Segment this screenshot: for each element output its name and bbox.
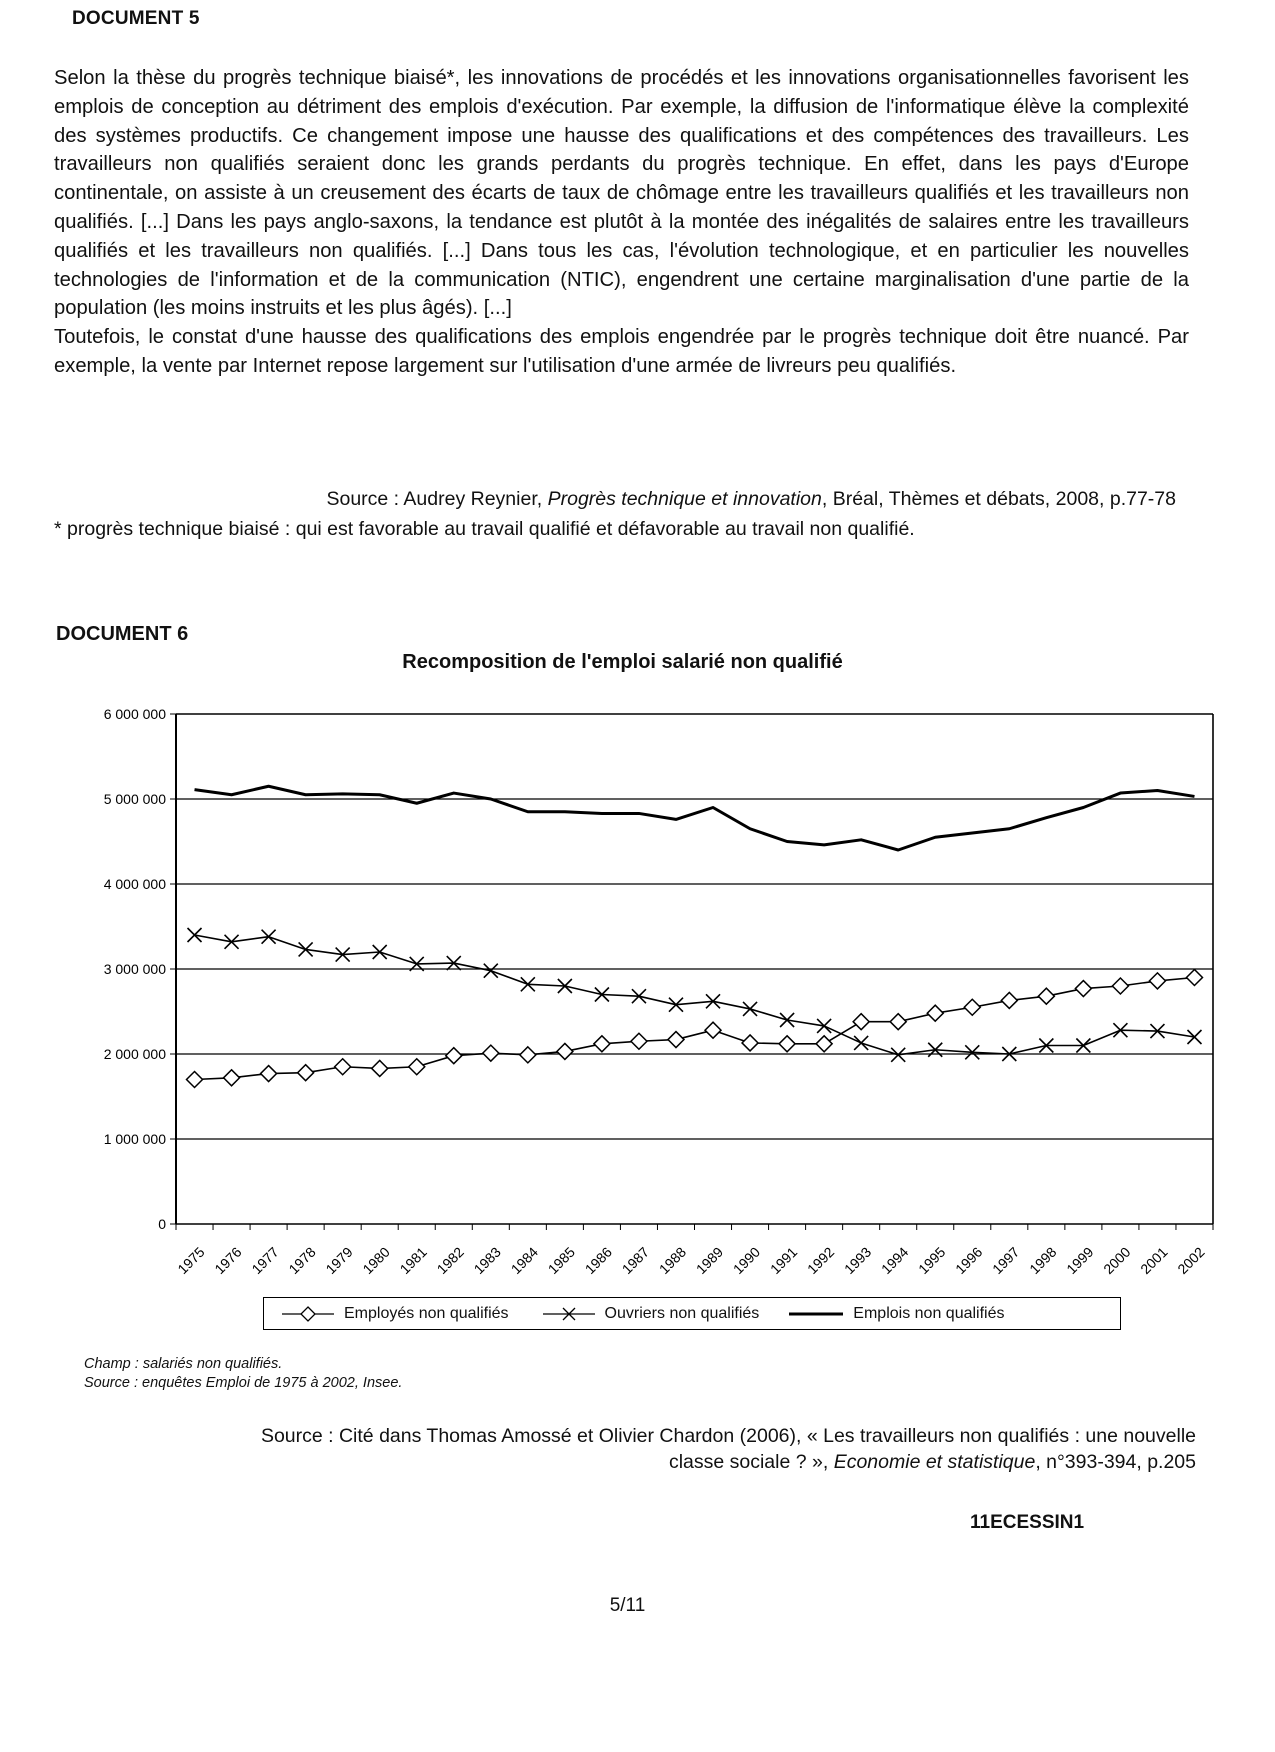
y-tick-label: 1 000 000 [103,1131,166,1147]
data-point-diamond [668,1032,684,1048]
x-tick-label: 1996 [952,1243,986,1278]
data-point-diamond [409,1059,425,1075]
paragraph: Selon la thèse du progrès technique biaisé*, les innovations de procédés et les innovations organisationnelles favorisent les emplois de conception au détriment des emplois d'exécution. Par exemple, la diffusion de l'informatique élève la complexité des systèmes productifs. Ce changement impose une hausse des qualifications et des compétences des travailleurs. Les travailleurs non qualifiés seraient donc les grands perdants du progrès technique. En effet, dans les pays d'Europe continentale, on assiste à un creusement des écarts de taux de chômage entre les travailleurs qualifiés et les travailleurs non qualifiés. [...] Dans les pays anglo-saxons, la tendance est plutôt à la montée des inégalités de salaires entre les travailleurs qualifiés et les travailleurs non qualifiés. [...] Dans tous les cas, l'évolution technologique, et en particulier les nouvelles technologies de l'information et de la communication (NTIC), engendrent une certaine marginalisation d'une partie de la population (les moins instruits et les plus âgés). [...] [54,67,1189,320]
x-tick-label: 1991 [766,1243,801,1278]
x-tick-label: 2000 [1100,1243,1134,1278]
x-tick-label: 2001 [1137,1243,1171,1278]
data-point-diamond [483,1045,499,1061]
x-tick-label: 1977 [248,1243,282,1278]
x-tick-label: 1975 [174,1243,208,1278]
data-point-diamond [816,1036,832,1052]
paragraph: Toutefois, le constat d'une hausse des qualifications des emplois engendrée par le progrès technique doit être nuancé. Par exemple, la vente par Internet repose largement sur l'utilisation d'une armée de livreurs peu qualifiés. [54,326,1189,377]
data-point-diamond [1038,988,1054,1004]
line-marker-icon [789,1306,843,1322]
data-point-diamond [557,1043,573,1059]
data-point-diamond [224,1070,240,1086]
chart-notes [84,1355,402,1393]
x-tick-label: 1989 [692,1243,727,1278]
source-line-1: Source : Cité dans Thomas Amossé et Olivier Chardon (2006), « Les travailleurs non qualifiés : une nouvelle [260,1425,1196,1447]
data-point-diamond [742,1035,758,1051]
series-line [195,786,1195,850]
document5-text [54,64,1189,381]
data-point-cross [484,964,498,978]
x-tick-label: 1984 [507,1243,541,1278]
data-point-diamond [187,1072,203,1088]
x-tick-label: 2002 [1174,1243,1208,1278]
x-tick-label: 1986 [581,1243,616,1278]
data-point-diamond [1186,970,1202,986]
data-point-diamond [1075,981,1091,997]
x-tick-label: 1982 [433,1243,467,1278]
y-tick-label: 3 000 000 [103,961,166,977]
note-champ: Champ : salariés non qualifiés. [84,1356,283,1372]
footnote: * progrès technique biaisé : qui est favorable au travail qualifié et défavorable au travail non qualifié. [54,518,915,540]
data-point-diamond [520,1047,536,1063]
data-point-cross [743,1002,757,1016]
data-point-diamond [964,999,980,1015]
document6-source [84,1423,1196,1475]
data-point-diamond [446,1048,462,1064]
data-point-diamond [261,1066,277,1082]
data-point-diamond [372,1060,388,1076]
source-title: Economie et statistique [833,1451,1036,1473]
y-tick-label: 0 [158,1216,166,1232]
note-source: Source : enquêtes Emploi de 1975 à 2002, Insee. [84,1375,403,1391]
y-tick-label: 2 000 000 [103,1046,166,1062]
data-point-diamond [1001,992,1017,1008]
y-tick-label: 4 000 000 [103,876,166,892]
x-tick-label: 1994 [877,1243,912,1278]
x-tick-label: 1997 [989,1243,1023,1278]
x-tick-label: 1995 [915,1243,949,1278]
x-tick-label: 1998 [1026,1243,1060,1278]
data-point-diamond [853,1014,869,1030]
legend-item-employes [282,1305,509,1323]
x-tick-label: 1983 [470,1243,504,1278]
data-point-cross [188,928,202,942]
data-point-cross [854,1036,868,1050]
data-point-diamond [779,1036,795,1052]
x-tick-label: 1979 [322,1243,356,1278]
x-tick-label: 1981 [396,1243,430,1278]
x-tick-label: 1988 [655,1243,690,1278]
legend-item-emplois [789,1305,1004,1323]
data-point-diamond [631,1033,647,1049]
document5-heading: DOCUMENT 5 [72,8,200,29]
source-title: Progrès technique et innovation [547,488,822,510]
legend-label: Ouvriers non qualifiés [604,1304,760,1322]
x-tick-label: 1980 [359,1243,393,1278]
line-chart [0,690,1275,1290]
x-tick-label: 1990 [729,1243,764,1278]
data-point-diamond [594,1036,610,1052]
x-tick-label: 1987 [618,1243,653,1278]
chart-title: Recomposition de l'emploi salarié non qualifié [402,651,843,673]
source-prefix: classe sociale ? », [668,1451,834,1473]
y-tick-label: 5 000 000 [103,791,166,807]
source-prefix: Source : Audrey Reynier, [326,488,548,510]
x-tick-label: 1992 [803,1243,838,1278]
data-point-diamond [705,1022,721,1038]
cross-marker-icon [543,1306,595,1322]
legend-label: Emplois non qualifiés [853,1304,1005,1322]
data-point-diamond [927,1005,943,1021]
page-number: 5/11 [609,1595,646,1616]
diamond-marker-icon [282,1306,334,1322]
document6-heading: DOCUMENT 6 [56,623,189,645]
document5-source [54,488,1176,511]
exam-code: 11ECESSIN1 [970,1512,1085,1533]
legend-label: Employés non qualifiés [344,1304,509,1322]
source-suffix: , Bréal, Thèmes et débats, 2008, p.77-78 [821,488,1176,510]
x-tick-label: 1978 [285,1243,319,1278]
data-point-diamond [890,1014,906,1030]
y-tick-label: 6 000 000 [103,706,166,722]
source-line-2 [84,1449,1196,1475]
source-suffix: , n°393-394, p.205 [1035,1451,1196,1473]
data-point-diamond [1112,978,1128,994]
x-tick-label: 1985 [544,1243,579,1278]
x-tick-label: 1999 [1063,1243,1097,1278]
data-point-diamond [298,1065,314,1081]
x-tick-label: 1993 [840,1243,875,1278]
legend-item-ouvriers [543,1305,760,1323]
data-point-diamond [1149,973,1165,989]
chart-legend [263,1297,1121,1330]
data-point-diamond [335,1059,351,1075]
x-tick-label: 1976 [211,1243,245,1278]
